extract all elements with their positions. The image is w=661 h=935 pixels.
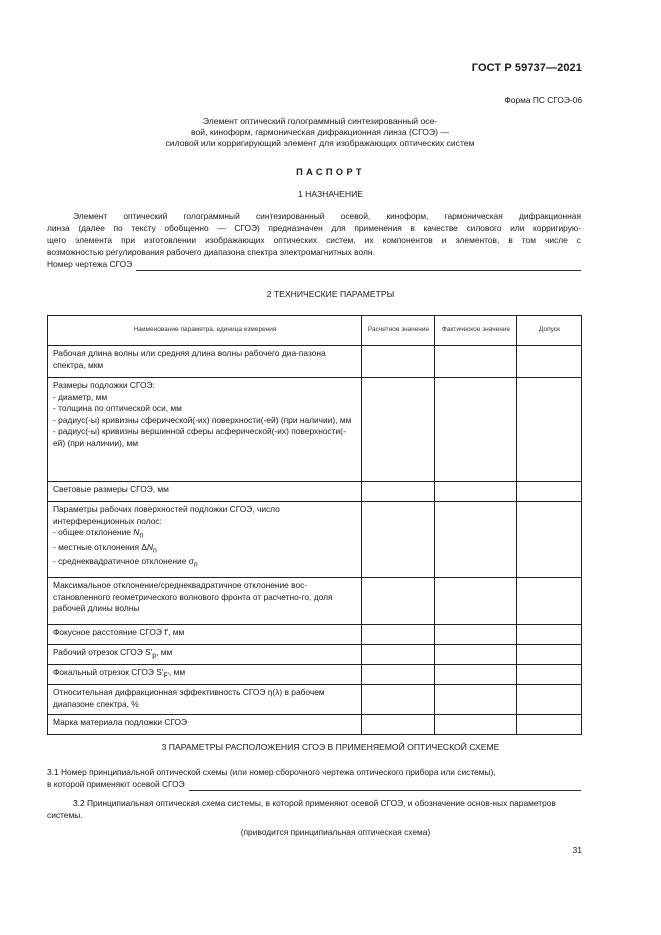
drawing-number-line[interactable] <box>136 261 581 271</box>
tolerance-cell[interactable] <box>517 645 582 665</box>
table-row <box>48 645 582 665</box>
parameter-line: - радиус(-ы) кривизны вершинной сферы асферической(-их) поверхности(-ей) (при наличии), мм <box>53 426 346 448</box>
actual-value-cell[interactable] <box>435 715 517 735</box>
paragraph-line: возможностью регулирования рабочего диапазона спектра электромагнитных волн. <box>47 246 375 257</box>
parameter-name: Рабочий отрезок СГОЭ $S'_р$, мм <box>48 645 362 665</box>
actual-value-cell[interactable] <box>435 346 517 378</box>
parameter-line: Размеры подложки СГОЭ: <box>53 380 155 390</box>
table-row <box>48 715 582 735</box>
design-value-cell[interactable] <box>362 665 435 685</box>
tolerance-cell[interactable] <box>517 685 582 715</box>
item-3-2-text: 3.2 Принципиальная оптическая схема системы, в которой применяют осевой СГОЭ, и обозначение основ-ных параметров системы. <box>47 798 556 820</box>
drawing-number-field[interactable] <box>47 259 581 271</box>
table-row <box>48 346 582 378</box>
section2-heading: 2 ТЕХНИЧЕСКИЕ ПАРАМЕТРЫ <box>266 289 395 299</box>
passport-heading: ПАСПОРТ <box>296 167 365 177</box>
tolerance-cell[interactable] <box>517 482 582 502</box>
actual-value-cell[interactable] <box>435 502 517 578</box>
parameters-table <box>47 315 582 735</box>
section3-heading: 3 ПАРАМЕТРЫ РАСПОЛОЖЕНИЯ СГОЭ В ПРИМЕНЯЕМОЙ ОПТИЧЕСКОЙ СХЕМЕ <box>161 742 500 752</box>
design-value-cell[interactable] <box>362 625 435 645</box>
design-value-cell[interactable] <box>362 578 435 625</box>
table-row <box>48 665 582 685</box>
parameter-name: Фокальный отрезок СГОЭ $S'_{F'}$, мм <box>48 665 362 685</box>
parameter-name <box>48 378 362 482</box>
parameter-name: Относительная дифракционная эффективность СГОЭ η(λ) в рабочем диапазоне спектра, % <box>48 685 362 715</box>
title-line: силовой или корригирующий элемент для изображающих оптических систем <box>165 138 475 149</box>
title-line: Элемент оптический голограммный синтезированный осе- <box>202 116 438 126</box>
design-value-cell[interactable] <box>362 378 435 482</box>
parameter-name: Фокусное расстояние СГОЭ f′, мм <box>48 625 362 645</box>
actual-value-cell[interactable] <box>435 578 517 625</box>
table-row <box>48 685 582 715</box>
table-row <box>48 502 582 578</box>
scheme-number-label: в которой применяют осевой СГОЭ <box>47 778 185 789</box>
table-row <box>48 625 582 645</box>
parameter-line: - радиус(-ы) кривизны сферической(-их) поверхности(-ей) (при наличии), мм <box>53 414 352 425</box>
table-header-row <box>48 316 582 346</box>
parameter-line: - диаметр, мм <box>53 391 108 402</box>
actual-value-cell[interactable] <box>435 685 517 715</box>
document-title <box>60 116 580 150</box>
parameter-line: - толщина по оптической оси, мм <box>53 403 182 414</box>
parameter-line: - среднеквадратичное отклонение $\sigma_п$ <box>53 555 198 569</box>
tolerance-cell[interactable] <box>517 378 582 482</box>
title-line: вой, киноформ, гармоническая дифракционная линза (СГОЭ) — <box>191 127 449 138</box>
tolerance-cell[interactable] <box>517 715 582 735</box>
table-row <box>48 482 582 502</box>
standard-number: ГОСТ Р 59737—2021 <box>471 62 582 74</box>
parameter-line: - местные отклонения $\Delta N_п$ <box>53 541 157 555</box>
actual-value-cell[interactable] <box>435 625 517 645</box>
parameter-name <box>48 502 362 578</box>
table-row <box>48 578 582 625</box>
tolerance-cell[interactable] <box>517 346 582 378</box>
section1-paragraph <box>47 211 581 271</box>
column-header: Расчетное значение <box>362 316 435 346</box>
tolerance-cell[interactable] <box>517 578 582 625</box>
actual-value-cell[interactable] <box>435 645 517 665</box>
drawing-number-label: Номер чертежа СГОЭ <box>47 258 133 269</box>
parameter-line: Параметры рабочих поверхностей подложки СГОЭ, число интерференционных полос: <box>53 504 280 526</box>
actual-value-cell[interactable] <box>435 378 517 482</box>
actual-value-cell[interactable] <box>435 482 517 502</box>
form-code: Форма ПС СГОЭ-06 <box>504 95 582 105</box>
parameter-name: Рабочая длина волны или средняя длина волны рабочего диа-пазона спектра, мкм <box>48 346 362 378</box>
column-header: Допуск <box>517 316 582 346</box>
paragraph-line: линза (далее по тексту обобщенно — СГОЭ) предназначен для применения в качестве силового или корригирую- <box>47 222 581 233</box>
parameter-name: Световые размеры СГОЭ, мм <box>48 482 362 502</box>
page-number: 31 <box>572 845 582 855</box>
paragraph-line: щего элемента при изготовлении изображающих оптических систем, их компонентов и элементов, в том числе с <box>47 234 581 245</box>
parameter-name: Максимальное отклонение/среднеквадратичное отклонение вос-становленного геометрического волнового фронта от расчетно-го, доля рабочей длины волны <box>48 578 362 625</box>
scheme-number-field[interactable] <box>47 779 581 791</box>
tolerance-cell[interactable] <box>517 665 582 685</box>
design-value-cell[interactable] <box>362 346 435 378</box>
actual-value-cell[interactable] <box>435 665 517 685</box>
tolerance-cell[interactable] <box>517 625 582 645</box>
scheme-note: (приводится принципиальная оптическая схема) <box>240 827 431 837</box>
column-header: Наименование параметра, единица измерения <box>48 316 362 346</box>
tolerance-cell[interactable] <box>517 502 582 578</box>
design-value-cell[interactable] <box>362 502 435 578</box>
parameter-line: - общее отклонение $N_п$ <box>53 527 144 540</box>
item-3-2 <box>47 798 581 822</box>
section1-heading: 1 НАЗНАЧЕНИЕ <box>297 189 364 199</box>
design-value-cell[interactable] <box>362 685 435 715</box>
design-value-cell[interactable] <box>362 645 435 665</box>
column-header: Фактическое значение <box>435 316 517 346</box>
design-value-cell[interactable] <box>362 715 435 735</box>
parameter-name: Марка материала подложки СГОЭ <box>48 715 362 735</box>
table-row <box>48 378 582 482</box>
paragraph-line: Элемент оптический голограммный синтезированный осевой, киноформ, гармоническая дифракционная <box>73 211 581 221</box>
item-3-1-line: 3.1 Номер принципиальной оптической схемы (или номер сборочного чертежа оптического прибора или системы), <box>47 767 496 777</box>
item-3-1 <box>47 767 581 791</box>
design-value-cell[interactable] <box>362 482 435 502</box>
scheme-number-line[interactable] <box>189 781 581 791</box>
